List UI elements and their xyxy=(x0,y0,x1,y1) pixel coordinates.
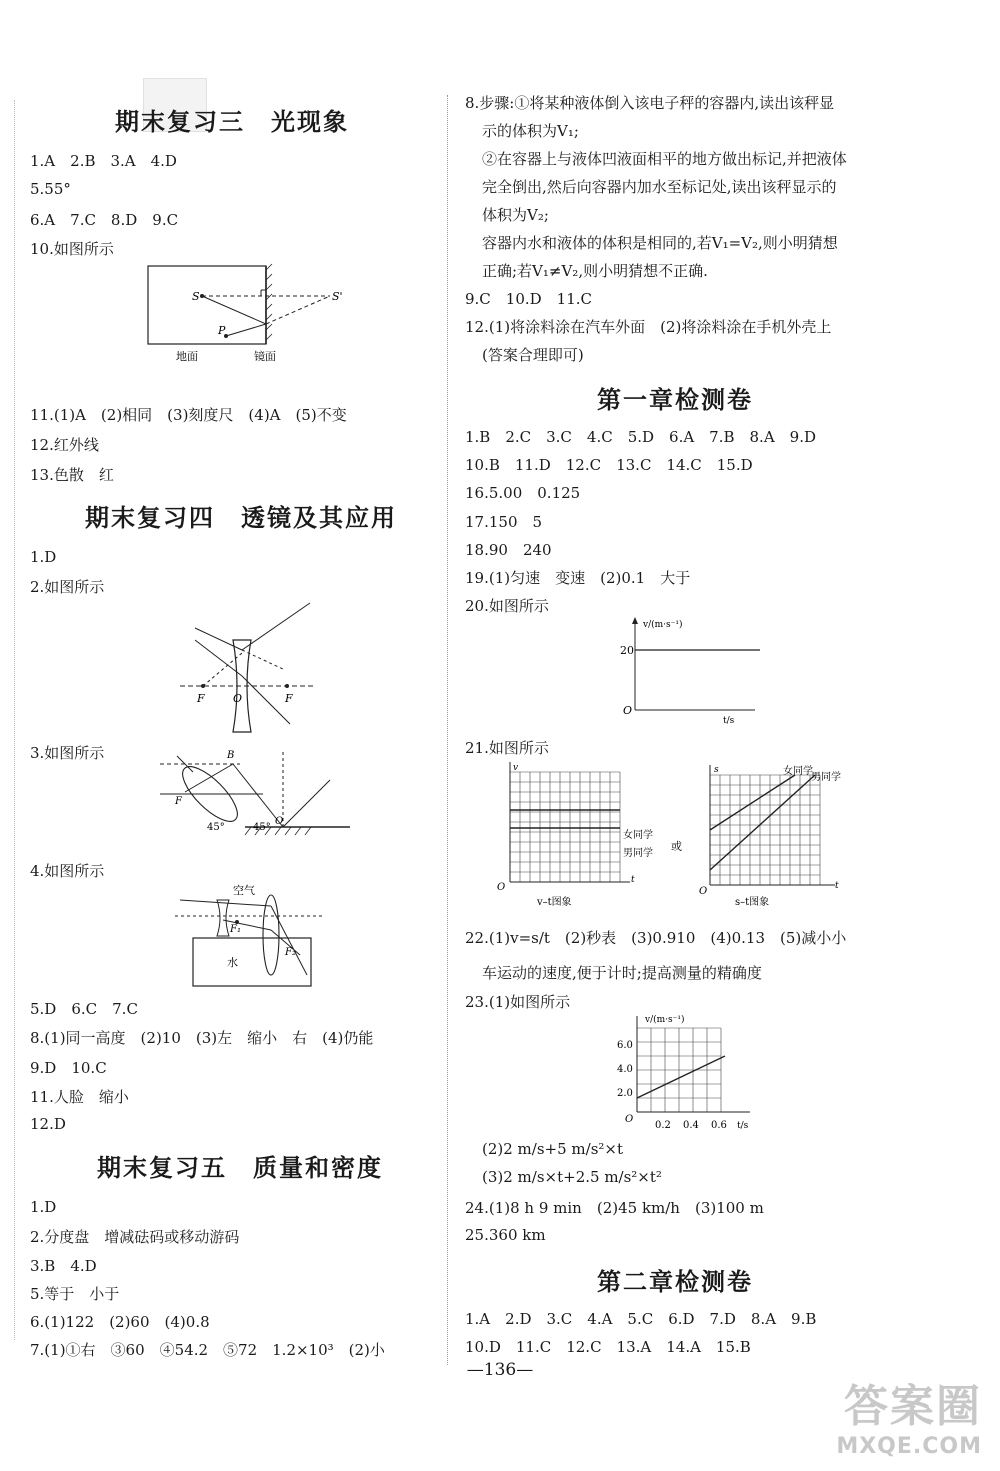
st-caption: s–t图象 xyxy=(735,897,770,908)
vt-linear-grid xyxy=(637,1028,721,1112)
vt-grid xyxy=(510,772,620,882)
plane-mirror-figure xyxy=(140,262,370,367)
svg-text:F₁: F₁ xyxy=(230,924,241,935)
svg-text:O: O xyxy=(625,1114,634,1125)
mirror-label: 镜面 xyxy=(254,350,276,363)
answer-line: 1.D xyxy=(30,548,57,566)
svg-text:B: B xyxy=(227,750,235,761)
y-value-label: 20 xyxy=(620,644,634,657)
y-tick: 6.0 xyxy=(617,1040,633,1051)
svg-text:O: O xyxy=(497,882,506,893)
svg-text:S: S xyxy=(192,290,200,303)
vt-linear-graph xyxy=(615,1010,765,1135)
svg-text:v: v xyxy=(513,763,519,773)
answer-line: 1.A 2.D 3.C 4.A 5.C 6.D 7.D 8.A 9.B xyxy=(465,1310,817,1328)
svg-text:s: s xyxy=(714,765,719,775)
answer-line: (2)2 m/s+5 m/s²×t xyxy=(482,1140,623,1158)
answer-line: 11.人脸 缩小 xyxy=(30,1088,129,1106)
answer-line: 6.A 7.C 8.D 9.C xyxy=(30,211,179,229)
svg-text:F: F xyxy=(175,796,182,807)
answer-line: 4.如图所示 xyxy=(30,862,105,880)
answer-line: 22.(1)v=s/t (2)秒表 (3)0.910 (4)0.13 (5)减小小 xyxy=(465,929,847,947)
svg-text:t: t xyxy=(631,875,635,885)
st-grid xyxy=(710,775,820,885)
x-axis-label: t/s xyxy=(723,716,735,726)
x-tick: 0.2 xyxy=(655,1120,671,1131)
svg-text:45°: 45° xyxy=(253,822,271,833)
answer-line: 19.(1)匀速 变速 (2)0.1 大于 xyxy=(465,569,691,587)
vt-constant-graph xyxy=(615,615,765,725)
x-tick: 0.4 xyxy=(683,1120,699,1131)
convex-lens-reflection-figure xyxy=(155,742,355,842)
answer-line: 12.红外线 xyxy=(30,436,99,454)
answer-line: ②在容器上与液体凹液面相平的地方做出标记,并把液体 xyxy=(482,150,847,168)
page-number: —136— xyxy=(466,1360,534,1380)
girl-label: 女同学 xyxy=(623,830,653,841)
answer-line: 24.(1)8 h 9 min (2)45 km/h (3)100 m xyxy=(465,1199,764,1217)
answer-line: 体积为V₂; xyxy=(482,206,549,224)
watermark xyxy=(836,1370,982,1459)
svg-text:t/s: t/s xyxy=(737,1121,749,1131)
section-title-review-4: 期末复习四 透镜及其应用 xyxy=(85,503,397,532)
answer-line: 完全倒出,然后向容器内加水至标记处,读出该秤显示的 xyxy=(482,178,837,196)
answer-line: 2.分度盘 增减砝码或移动游码 xyxy=(30,1228,240,1246)
answer-line: 8.步骤:①将某种液体倒入该电子秤的容器内,读出该秤显 xyxy=(465,94,835,112)
svg-text:O: O xyxy=(623,704,633,717)
answer-line: 11.(1)A (2)相同 (3)刻度尺 (4)A (5)不变 xyxy=(30,406,347,424)
lens-water-figure xyxy=(175,880,330,990)
answer-line: 1.B 2.C 3.C 4.C 5.D 6.A 7.B 8.A 9.D xyxy=(465,428,816,446)
answer-line: 1.A 2.B 3.A 4.D xyxy=(30,152,177,170)
answer-line: 18.90 240 xyxy=(465,541,552,559)
answer-line: 10.如图所示 xyxy=(30,240,114,258)
answer-line: 3.B 4.D xyxy=(30,1257,97,1275)
answer-line: 6.(1)122 (2)60 (4)0.8 xyxy=(30,1313,210,1331)
vt-caption: v–t图象 xyxy=(537,897,572,908)
ground-label: 地面 xyxy=(176,350,198,363)
answer-line: 21.如图所示 xyxy=(465,739,549,757)
answer-line: (3)2 m/s×t+2.5 m/s²×t² xyxy=(482,1168,662,1186)
answer-line: 1.D xyxy=(30,1198,57,1216)
answer-line: 9.D 10.C xyxy=(30,1059,107,1077)
answer-line: 2.如图所示 xyxy=(30,578,105,596)
answer-line: 17.150 5 xyxy=(465,513,543,531)
concave-lens-figure xyxy=(175,598,320,738)
answer-line: 3.如图所示 xyxy=(30,744,105,762)
boy-label: 男同学 xyxy=(623,848,653,859)
answer-line: 8.(1)同一高度 (2)10 (3)左 缩小 右 (4)仍能 xyxy=(30,1029,374,1047)
section-title-review-3: 期末复习三 光现象 xyxy=(115,107,349,136)
answer-line: 示的体积为V₁; xyxy=(482,122,579,140)
svg-text:O: O xyxy=(275,816,284,827)
section-title-chapter-1: 第一章检测卷 xyxy=(597,385,753,414)
watermark-url: MXQE.COM xyxy=(836,1434,982,1459)
svg-text:O: O xyxy=(699,886,708,897)
answer-line: 13.色散 红 xyxy=(30,466,114,484)
answer-line: 10.B 11.D 12.C 13.C 14.C 15.D xyxy=(465,456,753,474)
answer-line: 10.D 11.C 12.C 13.A 14.A 15.B xyxy=(465,1338,751,1356)
column-divider xyxy=(447,95,448,1365)
section-title-chapter-2: 第二章检测卷 xyxy=(597,1267,753,1296)
answer-line: 20.如图所示 xyxy=(465,597,549,615)
answer-line: 12.(1)将涂料涂在汽车外面 (2)将涂料涂在手机外壳上 xyxy=(465,318,832,336)
answer-line: 5.等于 小于 xyxy=(30,1285,120,1303)
answer-line: 16.5.00 0.125 xyxy=(465,484,581,502)
x-tick: 0.6 xyxy=(711,1120,727,1131)
answer-line: 25.360 km xyxy=(465,1226,546,1244)
answer-line: 车运动的速度,便于计时;提高测量的精确度 xyxy=(482,964,762,982)
svg-text:S': S' xyxy=(332,290,343,303)
y-tick: 2.0 xyxy=(617,1088,633,1099)
svg-text:v/(m·s⁻¹): v/(m·s⁻¹) xyxy=(645,1015,685,1025)
answer-line: 12.D xyxy=(30,1115,66,1133)
air-label: 空气 xyxy=(233,884,255,897)
svg-text:P: P xyxy=(218,324,226,337)
answer-line: 5.D 6.C 7.C xyxy=(30,1000,138,1018)
left-margin-rule xyxy=(14,100,15,1340)
answer-line: (答案合理即可) xyxy=(482,346,584,364)
watermark-logo-text: 答案圈 xyxy=(844,1381,982,1432)
answer-line: 9.C 10.D 11.C xyxy=(465,290,593,308)
svg-text:O: O xyxy=(233,692,243,705)
svg-text:F: F xyxy=(285,692,293,705)
girl-label: 女同学 xyxy=(783,766,813,777)
y-axis-label: v/(m·s⁻¹) xyxy=(643,620,683,630)
vt-st-graphs xyxy=(495,760,845,910)
answer-line: 7.(1)①右 ③60 ④54.2 ⑤72 1.2×10³ (2)小 xyxy=(30,1341,385,1359)
water-label: 水 xyxy=(227,956,238,969)
answer-line: 容器内水和液体的体积是相同的,若V₁=V₂,则小明猜想 xyxy=(482,234,838,252)
svg-text:F: F xyxy=(197,692,205,705)
answer-line: 23.(1)如图所示 xyxy=(465,993,571,1011)
svg-text:t: t xyxy=(835,881,839,891)
or-label: 或 xyxy=(671,840,682,853)
y-tick: 4.0 xyxy=(617,1064,633,1075)
section-title-review-5: 期末复习五 质量和密度 xyxy=(97,1153,383,1182)
boy-label: 男同学 xyxy=(811,772,841,783)
svg-text:45°: 45° xyxy=(207,822,225,833)
svg-text:F₂: F₂ xyxy=(285,947,296,958)
answer-line: 5.55° xyxy=(30,180,71,198)
answer-line: 正确;若V₁≠V₂,则小明猜想不正确. xyxy=(482,262,708,280)
